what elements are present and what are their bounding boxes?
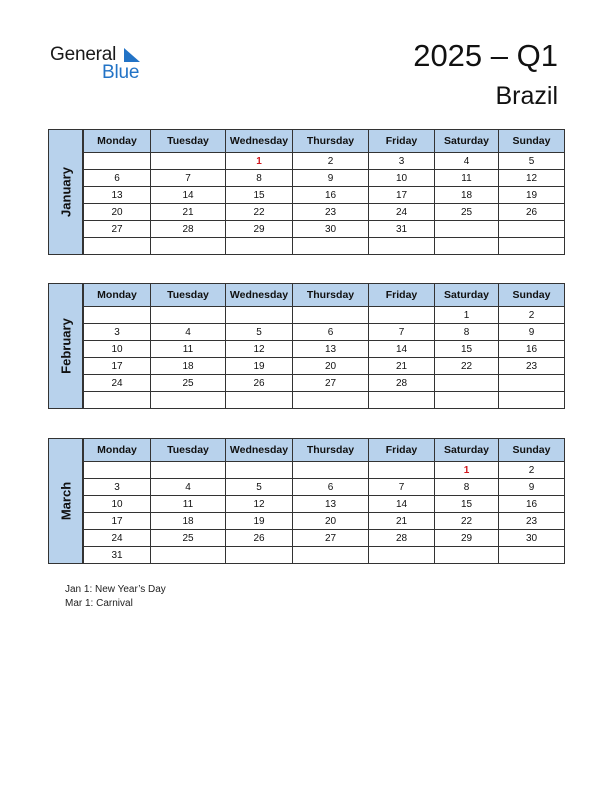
day-cell: 29	[226, 221, 293, 238]
month-label-panel	[48, 283, 83, 409]
day-cell: 31	[369, 221, 435, 238]
day-cell: 25	[435, 204, 499, 221]
day-cell: 5	[226, 324, 293, 341]
day-cell: 27	[293, 375, 369, 392]
day-cell	[293, 392, 369, 409]
day-cell: 30	[293, 221, 369, 238]
day-cell: 23	[499, 513, 565, 530]
week-row	[84, 187, 565, 204]
day-cell: 16	[499, 341, 565, 358]
day-cell: 26	[499, 204, 565, 221]
day-cell	[499, 375, 565, 392]
day-cell: 9	[499, 324, 565, 341]
day-cell	[369, 392, 435, 409]
calendar-grid	[83, 438, 565, 564]
day-cell: 10	[84, 341, 151, 358]
day-cell: 15	[435, 496, 499, 513]
week-row	[84, 496, 565, 513]
week-row	[84, 221, 565, 238]
logo	[50, 44, 160, 84]
week-row	[84, 547, 565, 564]
day-cell	[226, 547, 293, 564]
month-label-panel	[48, 438, 83, 564]
day-cell: 12	[226, 341, 293, 358]
weekday-header: Friday	[369, 130, 435, 153]
day-cell: 22	[226, 204, 293, 221]
day-cell	[435, 238, 499, 255]
day-cell: 24	[369, 204, 435, 221]
day-cell: 5	[226, 479, 293, 496]
day-cell	[369, 547, 435, 564]
day-cell: 4	[151, 479, 226, 496]
day-cell: 16	[499, 496, 565, 513]
month-march	[48, 438, 564, 564]
holiday-day-cell: 1	[226, 153, 293, 170]
day-cell	[151, 238, 226, 255]
week-row	[84, 462, 565, 479]
day-cell	[293, 307, 369, 324]
weekday-header: Saturday	[435, 130, 499, 153]
holiday-day-cell: 1	[435, 462, 499, 479]
day-cell	[435, 392, 499, 409]
week-row	[84, 204, 565, 221]
day-cell: 3	[369, 153, 435, 170]
week-row	[84, 153, 565, 170]
day-cell: 15	[435, 341, 499, 358]
day-cell: 14	[151, 187, 226, 204]
day-cell: 28	[369, 375, 435, 392]
weekday-header: Monday	[84, 439, 151, 462]
day-cell	[84, 307, 151, 324]
page-title: 2025 – Q1	[413, 38, 558, 73]
weekday-header: Thursday	[293, 130, 369, 153]
day-cell: 15	[226, 187, 293, 204]
day-cell: 2	[499, 462, 565, 479]
month-january	[48, 129, 564, 255]
day-cell: 24	[84, 530, 151, 547]
day-cell	[84, 238, 151, 255]
month-label-panel	[48, 129, 83, 255]
weekday-header: Thursday	[293, 439, 369, 462]
day-cell	[369, 238, 435, 255]
day-cell: 17	[369, 187, 435, 204]
day-cell: 3	[84, 324, 151, 341]
weekday-header: Sunday	[499, 439, 565, 462]
weekday-header-row	[84, 439, 565, 462]
day-cell	[499, 238, 565, 255]
day-cell: 8	[435, 324, 499, 341]
day-cell	[435, 547, 499, 564]
month-name: January	[58, 167, 73, 217]
day-cell: 4	[151, 324, 226, 341]
weekday-header: Saturday	[435, 439, 499, 462]
day-cell: 7	[369, 324, 435, 341]
day-cell	[84, 153, 151, 170]
day-cell: 29	[435, 530, 499, 547]
weekday-header-row	[84, 130, 565, 153]
day-cell	[151, 153, 226, 170]
day-cell: 10	[369, 170, 435, 187]
day-cell: 16	[293, 187, 369, 204]
day-cell: 31	[84, 547, 151, 564]
day-cell: 28	[151, 221, 226, 238]
day-cell: 4	[435, 153, 499, 170]
day-cell	[226, 307, 293, 324]
day-cell	[499, 221, 565, 238]
day-cell: 19	[499, 187, 565, 204]
holiday-notes	[65, 583, 166, 611]
day-cell: 3	[84, 479, 151, 496]
week-row	[84, 479, 565, 496]
day-cell: 6	[293, 479, 369, 496]
day-cell: 21	[369, 513, 435, 530]
day-cell: 24	[84, 375, 151, 392]
day-cell: 20	[293, 358, 369, 375]
day-cell: 1	[435, 307, 499, 324]
day-cell	[499, 392, 565, 409]
calendar-grid	[83, 129, 565, 255]
logo-general-text: General	[50, 44, 117, 65]
day-cell: 11	[151, 496, 226, 513]
weekday-header: Wednesday	[226, 284, 293, 307]
day-cell: 11	[151, 341, 226, 358]
day-cell: 23	[499, 358, 565, 375]
day-cell: 12	[499, 170, 565, 187]
weekday-header: Saturday	[435, 284, 499, 307]
day-cell: 9	[293, 170, 369, 187]
day-cell: 17	[84, 513, 151, 530]
day-cell: 26	[226, 530, 293, 547]
day-cell: 19	[226, 358, 293, 375]
day-cell	[84, 462, 151, 479]
day-cell: 7	[151, 170, 226, 187]
month-february	[48, 283, 564, 409]
day-cell: 18	[435, 187, 499, 204]
day-cell	[226, 392, 293, 409]
day-cell	[226, 462, 293, 479]
day-cell: 11	[435, 170, 499, 187]
logo-blue-text: Blue	[102, 62, 140, 83]
day-cell	[499, 547, 565, 564]
week-row	[84, 392, 565, 409]
day-cell: 23	[293, 204, 369, 221]
day-cell	[151, 547, 226, 564]
day-cell: 25	[151, 530, 226, 547]
day-cell: 5	[499, 153, 565, 170]
day-cell: 8	[435, 479, 499, 496]
day-cell: 14	[369, 341, 435, 358]
day-cell: 12	[226, 496, 293, 513]
weekday-header: Friday	[369, 439, 435, 462]
day-cell	[84, 392, 151, 409]
day-cell: 26	[226, 375, 293, 392]
holiday-note: Jan 1: New Year’s Day	[65, 584, 166, 595]
day-cell: 2	[293, 153, 369, 170]
week-row	[84, 530, 565, 547]
day-cell: 13	[293, 341, 369, 358]
holiday-note: Mar 1: Carnival	[65, 598, 133, 609]
day-cell	[435, 221, 499, 238]
day-cell: 19	[226, 513, 293, 530]
day-cell: 7	[369, 479, 435, 496]
day-cell: 10	[84, 496, 151, 513]
weekday-header: Wednesday	[226, 439, 293, 462]
day-cell	[435, 375, 499, 392]
day-cell: 25	[151, 375, 226, 392]
day-cell: 9	[499, 479, 565, 496]
week-row	[84, 375, 565, 392]
weekday-header: Thursday	[293, 284, 369, 307]
month-name: March	[58, 481, 73, 521]
weekday-header: Wednesday	[226, 130, 293, 153]
day-cell: 27	[293, 530, 369, 547]
day-cell	[151, 462, 226, 479]
weekday-header: Monday	[84, 284, 151, 307]
day-cell: 27	[84, 221, 151, 238]
weekday-header: Tuesday	[151, 130, 226, 153]
weekday-header: Tuesday	[151, 284, 226, 307]
day-cell: 13	[84, 187, 151, 204]
day-cell: 13	[293, 496, 369, 513]
week-row	[84, 341, 565, 358]
weekday-header: Monday	[84, 130, 151, 153]
weekday-header: Friday	[369, 284, 435, 307]
week-row	[84, 358, 565, 375]
weekday-header: Tuesday	[151, 439, 226, 462]
day-cell	[293, 238, 369, 255]
day-cell: 18	[151, 513, 226, 530]
week-row	[84, 307, 565, 324]
day-cell: 21	[151, 204, 226, 221]
day-cell: 21	[369, 358, 435, 375]
day-cell	[226, 238, 293, 255]
day-cell: 20	[84, 204, 151, 221]
day-cell: 6	[293, 324, 369, 341]
day-cell	[293, 547, 369, 564]
day-cell: 30	[499, 530, 565, 547]
weekday-header: Sunday	[499, 130, 565, 153]
day-cell: 6	[84, 170, 151, 187]
day-cell	[151, 307, 226, 324]
day-cell: 8	[226, 170, 293, 187]
day-cell: 2	[499, 307, 565, 324]
day-cell	[369, 462, 435, 479]
day-cell: 22	[435, 513, 499, 530]
day-cell	[151, 392, 226, 409]
week-row	[84, 170, 565, 187]
week-row	[84, 324, 565, 341]
logo-triangle-icon	[124, 48, 140, 62]
week-row	[84, 513, 565, 530]
month-name: February	[58, 318, 73, 374]
week-row	[84, 238, 565, 255]
day-cell: 22	[435, 358, 499, 375]
day-cell: 20	[293, 513, 369, 530]
weekday-header: Sunday	[499, 284, 565, 307]
day-cell: 18	[151, 358, 226, 375]
day-cell: 14	[369, 496, 435, 513]
country-name: Brazil	[495, 82, 558, 110]
calendar-grid	[83, 283, 565, 409]
day-cell: 17	[84, 358, 151, 375]
weekday-header-row	[84, 284, 565, 307]
day-cell	[293, 462, 369, 479]
day-cell	[369, 307, 435, 324]
day-cell: 28	[369, 530, 435, 547]
